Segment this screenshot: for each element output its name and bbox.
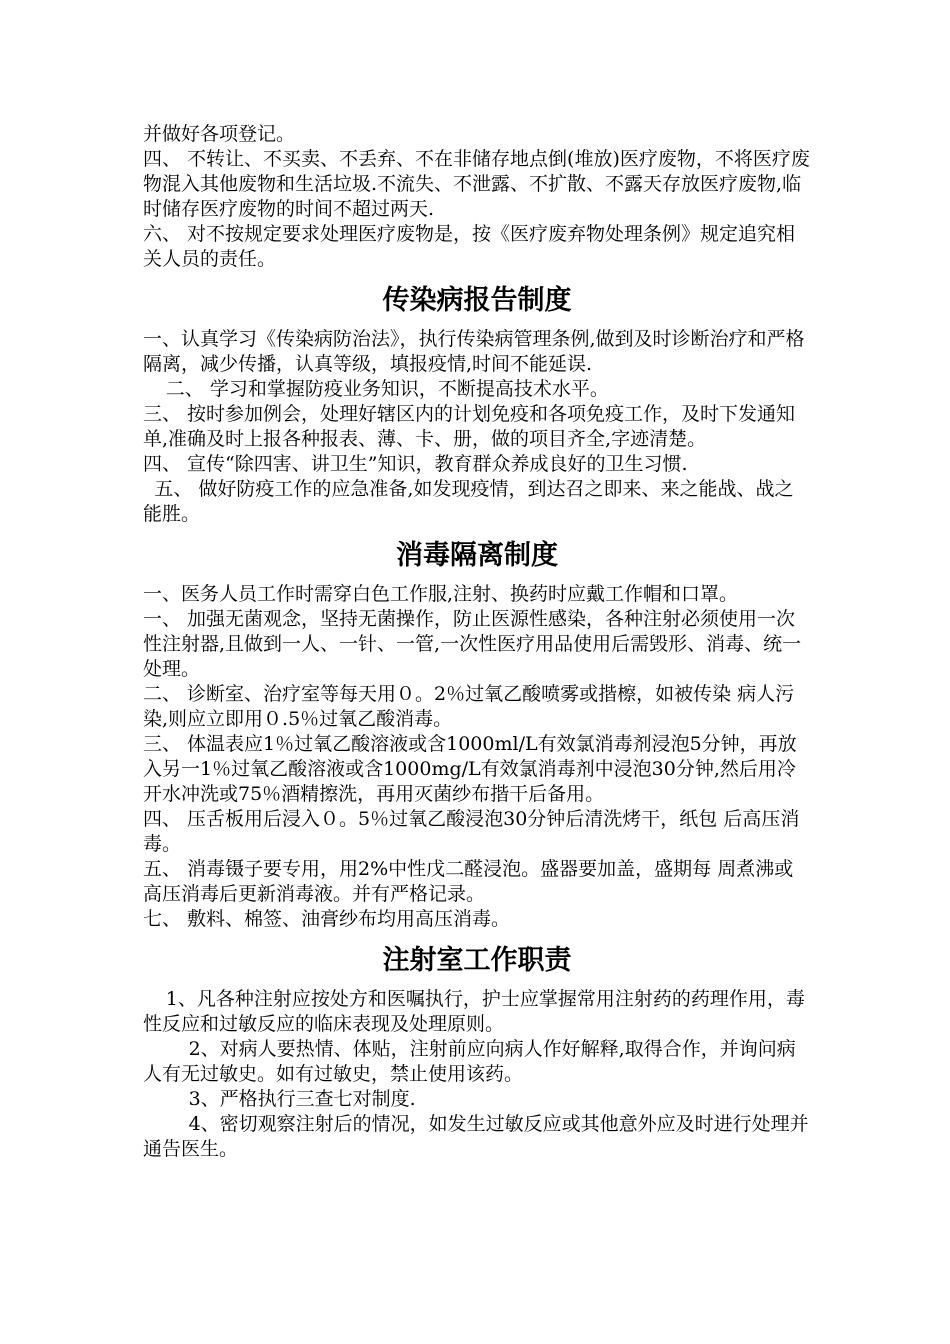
paragraph: 五、 做好防疫工作的应急准备,如发现疫情，到达召之即来、来之能战、战之能胜。 [143, 478, 794, 525]
paragraph: 2、对病人要热情、体贴，注射前应向病人作好解释,取得合作，并询问病人有无过敏史。如有过敏史，禁止使用该药。 [143, 1038, 796, 1085]
paragraph: 1、凡各种注射应按处方和医嘱执行，护士应掌握常用注射药的药理作用，毒性反应和过敏反应的临床表现及处理原则。 [143, 988, 805, 1035]
paragraph: 并做好各项登记。 [143, 123, 296, 145]
paragraph: 七、 敷料、棉签、油膏纱布均用高压消毒。 [143, 908, 511, 930]
paragraph: 一、医务人员工作时需穿白色工作服,注射、换药时应戴工作帽和口罩。 [143, 583, 739, 605]
section-infectious-disease-report [143, 286, 811, 527]
paragraph: 四、 不转让、不买卖、不丢弃、不在非储存地点倒(堆放)医疗废物，不将医疗废物混入其他废物和生活垃圾.不流失、不泄露、不扩散、不露天存放医疗废物,临时储存医疗废物的时间不超过两天. [143, 148, 810, 220]
paragraph: 二、 学习和掌握防疫业务知识，不断提高技术水平。 [165, 378, 609, 400]
paragraph: 四、 宣传“除四害、讲卫生”知识，教育群众养成良好的卫生习惯. [143, 453, 688, 475]
paragraph: 一、认真学习《传染病防治法》，执行传染病管理条例,做到及时诊断治疗和严格隔离，减少传播，认真等级，填报疫情,时间不能延误. [143, 328, 805, 375]
section-disinfection-isolation [143, 541, 811, 932]
paragraph: 二、 诊断室、治疗室等每天用０。2％过氧乙酸喷雾或揩檫，如被传染 病人污染,则应立即用０.5％过氧乙酸消毒。 [143, 683, 795, 730]
section-title: 消毒隔离制度 [396, 540, 558, 571]
section-medical-waste-continued [143, 122, 811, 272]
paragraph: 六、 对不按规定要求处理医疗废物是，按《医疗废弃物处理条例》规定追究相关人员的责任。 [143, 223, 796, 270]
section-injection-room-duties [143, 946, 811, 1162]
paragraph: 三、 按时参加例会，处理好辖区内的计划免疫和各项免疫工作，及时下发通知单,准确及时上报各种报表、薄、卡、册，做的项目齐全,字迹清楚。 [143, 403, 796, 450]
paragraph: 3、严格执行三查七对制度. [188, 1088, 416, 1110]
paragraph: 三、 体温表应1％过氧乙酸溶液或含1000ml/L有效氯消毒剂浸泡5分钟，再放入另一1％过氧乙酸溶液或含1000mg/L有效氯消毒剂中浸泡30分钟,然后用冷开水冲洗或75％酒精擦洗，再用灭菌纱布揩干后备用。 [143, 733, 797, 805]
paragraph: 四、 压舌板用后浸入０。5％过氧乙酸浸泡30分钟后清洗烤干，纸包 后高压消毒。 [143, 808, 800, 855]
paragraph: 4、密切观察注射后的情况，如发生过敏反应或其他意外应及时进行处理并通告医生。 [143, 1113, 809, 1160]
section-title: 传染病报告制度 [382, 285, 572, 316]
paragraph: 五、 消毒镊子要专用，用2%中性戊二醛浸泡。盛器要加盖，盛期每 周煮沸或高压消毒后更新消毒液。并有严格记录。 [143, 858, 794, 905]
section-title: 注射室工作职责 [382, 945, 572, 976]
paragraph: 一、 加强无菌观念，坚持无菌操作，防止医源性感染，各种注射必须使用一次性注射器,且做到一人、一针、一管,一次性医疗用品使用后需毁形、消毒、统一处理。 [143, 608, 802, 680]
document-page [143, 122, 811, 1162]
